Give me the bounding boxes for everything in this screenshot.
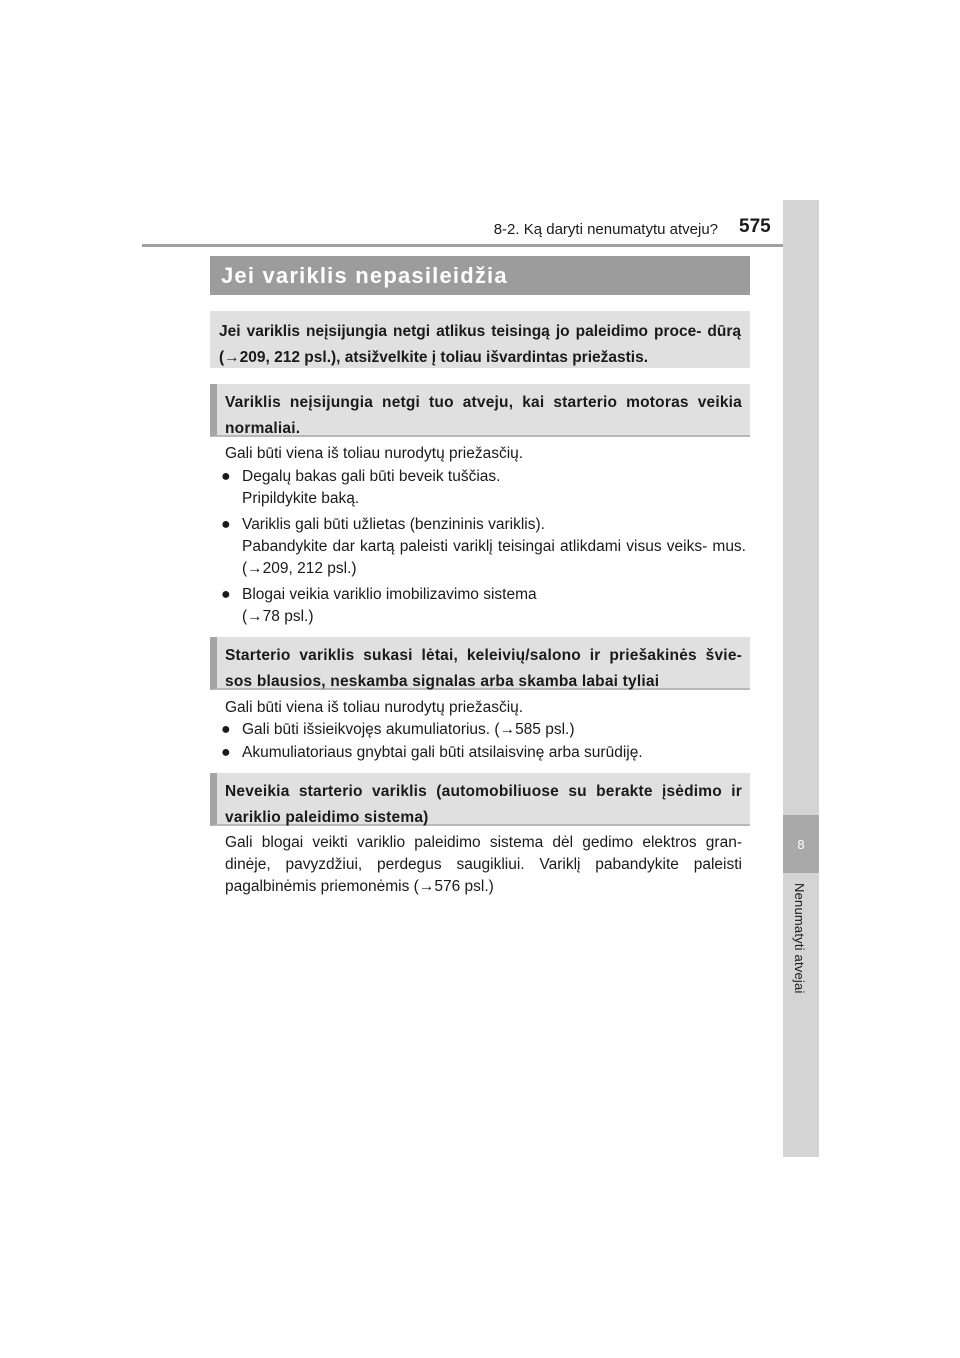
page-title-bar bbox=[210, 256, 750, 295]
list-item bbox=[221, 584, 746, 628]
list-item bbox=[221, 466, 746, 510]
page-number: 575 bbox=[739, 216, 771, 237]
section-lead-2: Gali būti viena iš toliau nurodytų priežasčių. bbox=[225, 699, 524, 716]
bullet-icon: ● bbox=[221, 744, 231, 761]
list-item-text: Degalų bakas gali būti beveik tuščias. bbox=[242, 468, 501, 485]
list-item bbox=[221, 514, 746, 580]
list-item-text: Gali būti išsieikvojęs akumuliatorius. (→585 psl.) bbox=[242, 721, 575, 738]
chapter-label: Nenumatyti atvejai bbox=[792, 883, 807, 994]
intro-box: Jei variklis neįsijungia netgi atlikus teisingą jo paleidimo proce- dūrą (→209, 212 psl.), atsižvelkite į toliau išvardintas priežastis. bbox=[210, 311, 750, 368]
page-title: Jei variklis nepasileidžia bbox=[221, 262, 508, 288]
list-item-detail: Pabandykite dar kartą paleisti variklį teisingai atlikdami visus veiks- mus. (→209, 212 psl.) bbox=[242, 538, 746, 577]
bullet-icon: ● bbox=[221, 516, 231, 533]
list-item-detail: (→78 psl.) bbox=[242, 608, 314, 625]
bullet-icon: ● bbox=[221, 721, 231, 738]
list-item-text: Blogai veikia variklio imobilizavimo sistema bbox=[242, 586, 537, 603]
list-item-text: Variklis gali būti užlietas (benzininis variklis). bbox=[242, 516, 545, 533]
section-lead-1: Gali būti viena iš toliau nurodytų priežasčių. bbox=[225, 445, 524, 462]
list-item-detail: Pripildykite baką. bbox=[242, 490, 360, 507]
chapter-side-tab bbox=[783, 200, 819, 1157]
section-lead-3: Gali blogai veikti variklio paleidimo sistema dėl gedimo elektros gran- dinėje, pavyzdžiui, perdegus saugikliui. Variklį pabandykite paleisti pagalbinėmis priemonėmis (→576 psl.) bbox=[225, 834, 742, 895]
bullet-icon: ● bbox=[221, 586, 231, 603]
list-item bbox=[221, 719, 746, 741]
chapter-number: 8 bbox=[783, 815, 819, 873]
section-heading-2: Starterio variklis sukasi lėtai, keleivių/salono ir priešakinės švie- sos blausios, neskamba signalas arba skamba labai tyliai bbox=[210, 637, 750, 690]
bullet-icon: ● bbox=[221, 468, 231, 485]
list-item bbox=[221, 742, 746, 764]
header-divider bbox=[142, 244, 783, 247]
list-item-text: Akumuliatoriaus gnybtai gali būti atsilaisvinę arba surūdiję. bbox=[242, 744, 643, 761]
section-heading-3: Neveikia starterio variklis (automobiliuose su berakte įsėdimo ir variklio paleidimo sistema) bbox=[210, 773, 750, 826]
section-heading-1: Variklis neįsijungia netgi tuo atveju, kai starterio motoras veikia normaliai. bbox=[210, 384, 750, 437]
section-header: 8-2. Ką daryti nenumatytu atveju? bbox=[493, 221, 718, 238]
